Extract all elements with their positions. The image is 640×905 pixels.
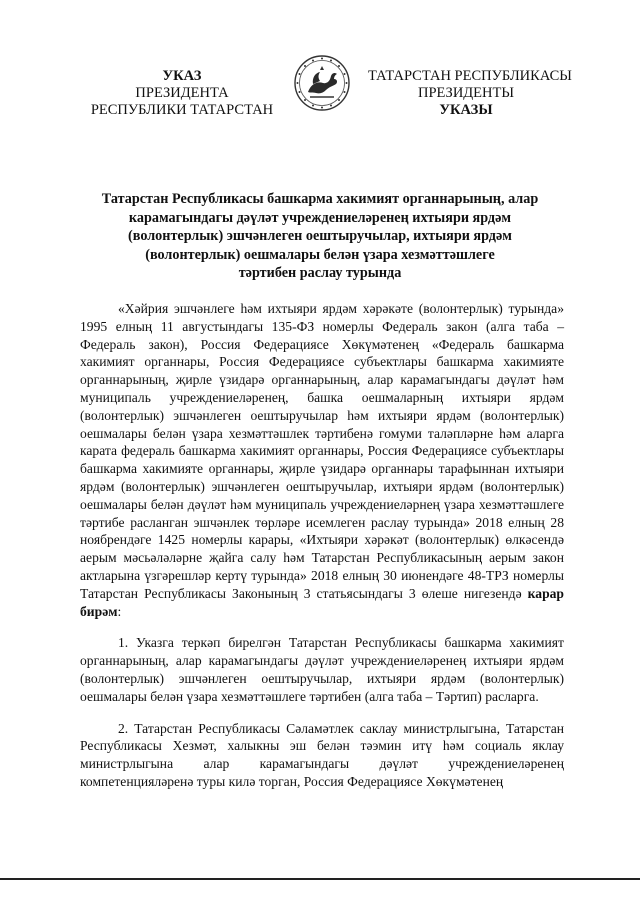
page-bottom-rule <box>0 878 640 880</box>
clause-2: 2. Татарстан Республикасы Сәламәтлек саклау министрлыгына, Татарстан Республикасы Хезмәт, халыкны эш белән тәэмин итү һәм социаль яклау министрлыгына алар карамагындагы дәүләт учреждениеләренең компетенцияләренә туры килә торган, Россия Федерациясе Хөкүмәтенең <box>80 720 564 789</box>
preamble-text: «Хәйрия эшчәнлеге һәм ихтыяри ярдәм хәрәкәте (волонтерлык) турында» 1995 елның 11 августындагы 135-ФЗ номерлы Федераль закон (алга таба – Федераль закон), Россия Федерациясе Хөкүмәтенең «Федераль башкарма хакимият органнары, Россия Федерациясе субъектлары башкарма хакимияте органнарының, җирле үзидарә органнарының, алар карамагындагы дәүләт һәм муниципаль учреждениеләренең, башка оешмаларның ихтыяри ярдәм (волонтерлык) эшчәнлеген оештыручылар һәм ихтыяри ярдәм (волонтерлык) оешмалары белән үзара хезмәттәшлек тәртибенә гомуми таләпләрне һәм аларга карата федераль башкарма хакимият органнары, Россия Федерациясе субъектлары башкарма хакимияте органнары, җирле үзидарә органнары тарафыннан ихтыяри ярдәм (волонтерлык) эшчәнлеген оештыручылар, ихтыяри ярдәм (волонтерлык) оешмалары белән дәүләт һәм муниципаль учреждениеләрнең үзара хезмәттәшлеге тәртибе расланган эшчәнлек төрләре исемлеген раслау турында» 2018 елның 28 ноябрендәге 1425 номерлы карары, «Ихтыяри хәрәкәт (волонтерлык) өлкәсендә аерым мәсьәләләрне җайга салу һәм Татарстан Республикасының аерым закон актларына үзгәрешләр кертү турында» 2018 елның 30 июнендәге 48-ТРЗ номерлы Татарстан Республикасы Законының 3 статьясындагы 3 өлеше нигезендә <box>80 301 564 601</box>
clause-1: 1. Указга теркәп бирелгән Татарстан Республикасы башкарма хакимият органнарының, алар карамагындагы дәүләт учреждениеләренең ихтыяри ярдәм (волонтерлык) эшчәнлеген оештыручылар, ихтыяри ярдәм (волонтерлык) оешмалары белән үзара хезмәттәшлеге тәртибен (алга таба – Тәртип) расларга. <box>80 635 564 704</box>
header-right-line1: ТАТАРСТАН РЕСПУБЛИКАСЫ <box>368 68 572 84</box>
document-title <box>92 190 548 283</box>
header-left-line2: ПРЕЗИДЕНТА <box>135 85 229 101</box>
document-body <box>80 300 564 791</box>
header-russian <box>84 68 280 119</box>
header-tatar <box>368 68 572 119</box>
header-right-line3: УКАЗЫ <box>439 102 493 118</box>
header-left-line3: РЕСПУБЛИКИ ТАТАРСТАН <box>90 102 274 118</box>
title-line: карамагындагы дәүләт учреждениеләренең ихтыяри ярдәм <box>128 209 512 226</box>
title-line: (волонтерлык) оешмалары белән үзара хезмәттәшлеге <box>145 246 495 263</box>
tatarstan-coat-of-arms-icon <box>293 54 351 112</box>
preamble-paragraph <box>80 300 564 620</box>
title-line: (волонтерлык) эшчәнлеген оештыручылар, ихтыяри ярдәм <box>128 228 512 244</box>
title-line: тәртибен раслау турында <box>238 265 402 281</box>
preamble-end: : <box>117 603 122 619</box>
title-line: Татарстан Республикасы башкарма хакимият органнарының, алар <box>101 191 539 207</box>
header-left-line1: УКАЗ <box>162 68 202 84</box>
header-right-line2: ПРЕЗИДЕНТЫ <box>417 85 515 101</box>
decree-phrase: карар бирәм <box>80 585 564 619</box>
